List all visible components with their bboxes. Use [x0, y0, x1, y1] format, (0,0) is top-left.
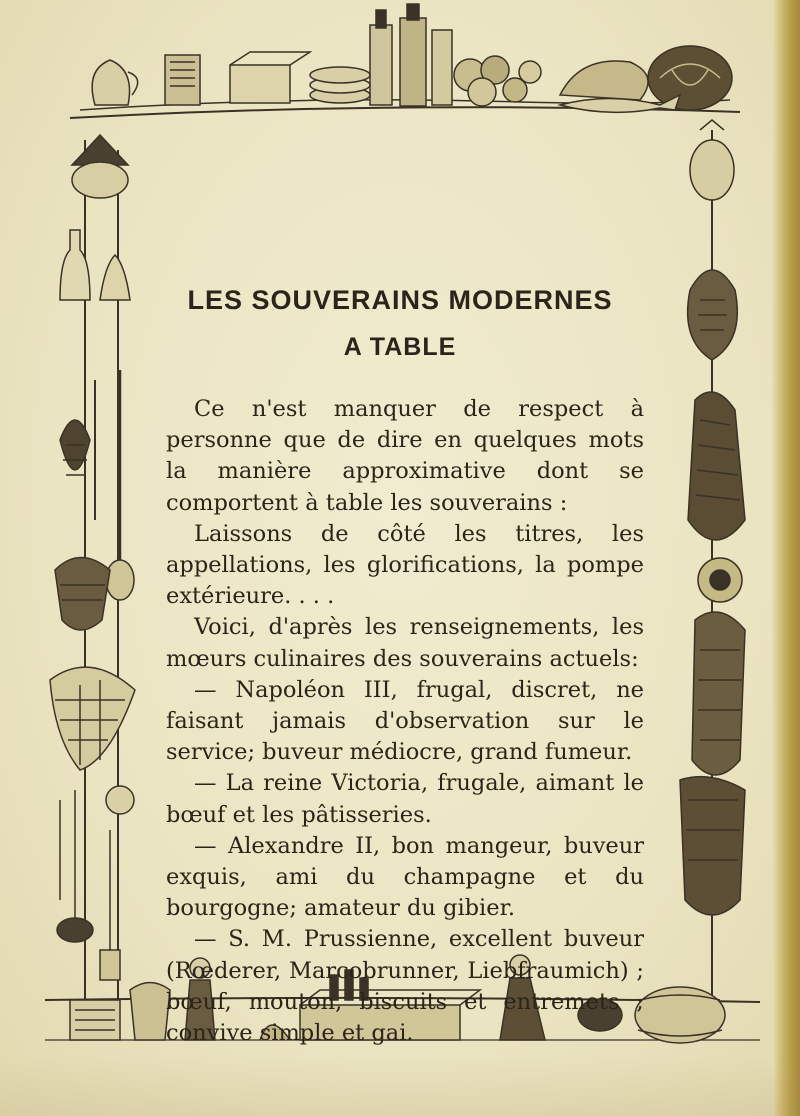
paragraph: — La reine Victoria, frugale, aimant le bœuf et les pâtisseries. [166, 770, 644, 828]
right-border-engraving [680, 120, 745, 1000]
page-subtitle: A TABLE [343, 333, 457, 361]
paragraph: Ce n'est manquer de respect à personne que de dire en quelques mots la manière approximative dont se comportent à table les souverains : [166, 396, 644, 516]
paragraph: Voici, d'après les renseignements, les mœurs culinaires des souverains actuels: [166, 614, 644, 672]
top-border-engraving [70, 4, 740, 118]
article-body [166, 394, 644, 1049]
paragraph: — Alexandre II, bon mangeur, buveur exquis, ami du champagne et du bourgogne; amateur du gibier. [166, 832, 644, 922]
paragraph: — S. M. Prussienne, excellent buveur (Rœderer, Marcobrunner, Liebfraumich) ; bœuf, mouton, biscuits et entremets ; convive simple et gai. [166, 926, 644, 1047]
left-border-engraving [50, 135, 135, 1000]
page-title: LES SOUVERAINS MODERNES [187, 285, 613, 315]
paragraph: Laissons de côté les titres, les appellations, les glorifications, la pompe extérieure. . . . [166, 520, 644, 610]
paragraph: — Napoléon III, frugal, discret, ne faisant jamais d'observation sur le service; buveur médiocre, grand fumeur. [166, 676, 644, 766]
